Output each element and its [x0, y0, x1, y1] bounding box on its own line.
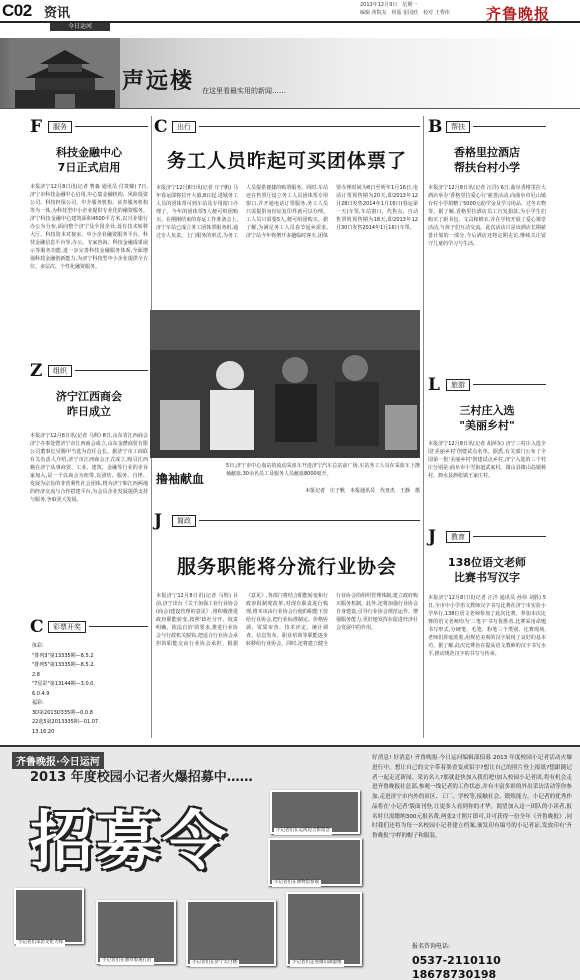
- promo-photo: [186, 900, 276, 966]
- promo-photo: [14, 888, 84, 944]
- lottery-line: 22选5第2013335期—01.07.: [32, 719, 100, 725]
- tag-organize: [30, 360, 148, 381]
- photo-scene: [150, 310, 420, 458]
- tag-label: 教育: [446, 531, 470, 543]
- education-body: 本报济宁12月8日讯(记者 汪洋 通讯员 孙伟 刘胜) 5日,全市中小学语文教师汉字书写比赛在济宁市实验小学举行,138位语文老师参加了此次比赛。参加本次比赛的语文老师均为'三笔字'书写优胜者,比赛采用命题书写形式,分硬笔、毛笔、粉笔三个类别。比赛现场,老师们挥毫泼墨,用规范美观的汉字展现了良好的基本功。据了解,此次比赛旨在提高语文教师的汉字书写水平,推动规范汉字的书写与传承。: [428, 595, 546, 657]
- lottery-line: "排列3"第13335期—8.5.2: [32, 652, 94, 659]
- banner-subtitle: 在这里看最实用的新闻……: [202, 87, 286, 95]
- promo-photo-caption: 小记者们采访文化大师: [18, 940, 63, 945]
- tag-letter: C: [30, 616, 44, 637]
- tag-label: 帮扶: [446, 121, 470, 133]
- tag-letter: C: [154, 116, 168, 137]
- tag-tourism: [428, 374, 546, 395]
- tag-service: [30, 116, 148, 137]
- promo-photo-caption: 小记者们在博物馆参观: [274, 880, 319, 885]
- tag-label: 服务: [48, 121, 72, 133]
- photo-title: 撸袖献血: [156, 472, 205, 486]
- tag-letter: J: [154, 510, 163, 531]
- tag-travel: [154, 116, 420, 137]
- tag-assist: [428, 116, 546, 137]
- lottery-line: 13.16.20: [32, 728, 55, 735]
- tower-icon: [10, 38, 120, 108]
- tag-label: 简政: [172, 515, 196, 527]
- govaffairs-headline: 服务职能将分流行业协会: [176, 556, 397, 578]
- promo-photo-caption: 小记者们在济宁太白楼: [192, 960, 237, 965]
- tag-govaffairs: [154, 510, 420, 531]
- paper-logo: 齐鲁晚报: [486, 5, 551, 23]
- tag-education: [428, 526, 546, 547]
- tag-letter: L: [428, 374, 440, 395]
- service-headline: 科技金融中心 7日正式启用: [56, 146, 122, 174]
- travel-body: 本报济宁12月8日讯(记者 庄子帆) 马年春运即将拉开大幕,8日起,进城务工人员的团体票可到车站及专用窗口办理了。今年的团体票5人便可组团购买。在刚刚结束的春运工作准备会上,济宁车站已成立务工团体票服务组,通过专人负责、上门服务的形式,为务工人员提供便捷的购票服务。同时,车站还在售票厅设立务工人员团体票专用窗口,并开通电话订票服务,务工人员只需提供身份证复印件就可以办理。工人员只需要5人,便可组团购买。据了解,为满足务工人员春节返乡需求,济宁站今年将增开多趟临时客车,团体票办理时间为8日至明年1月16日,电话订票预售期为20天,即2013年12月28日发售2014年1月16日(春运第一天)车票,车站窗口、代售点、自动售票机预售期为18天,即2013年12月30日发售2014年1月16日车票。: [156, 185, 418, 239]
- promo-contact-phones: 0537-2110110 18678730198: [412, 954, 512, 980]
- blood-donation-photo: [150, 310, 420, 458]
- lottery-line: 6.0.4.9: [32, 690, 50, 697]
- lottery-line: 3D第2013D335期—0.0.8: [32, 709, 93, 716]
- lottery-line: 2.8: [32, 671, 40, 678]
- lottery-line: 体彩:: [32, 643, 44, 649]
- date-line: 2013年12月9日 星期一: [360, 2, 418, 8]
- lottery-line: 福彩:: [32, 700, 44, 706]
- education-headline: 138位语文老师 比赛书写汉字: [448, 556, 526, 584]
- tag-letter: B: [428, 116, 443, 137]
- promo-big-text: 招募令: [30, 805, 228, 879]
- govaffairs-body: 本报济宁12月8日讯(记者 马辉) 目前,济宁出台《关于加强工业行业协会(商会)建设管理的意见》,将积极推进政府职能转变,按照'政社分开、权责明确、依法自治'的要求,推进行业协会与行政机关脱钩,把适合行业协会承担的职能交由行业协会承担。根据《意见》,各部门将结合职能转变和行政审批制度改革,对现有职责进行梳理,将本该由行业协会行使的职能下放给行业协会,把行业标准制定、价格协调、资质审查、技术评定、统计调查、信息发布、职业培训等职能逐步转移给行业协会。同时,还将建立健全行业协会的组织管理体制,建立政府购买服务机制。此外,还将加强行业协会自身建设,引导行业协会规范运作、增强服务能力,更好地发挥在促进经济社会发展中的作用。: [156, 593, 418, 647]
- photo-caption: 5日,济宁市中心血站的流动采血车开进济宁汽车总站前广场,车站务工人员在采血车上撸袖献血,30余名员工及服务人员献血8000毫升。: [226, 463, 420, 477]
- promo-brand: 齐鲁晚报·今日运河: [12, 752, 104, 769]
- tag-label: 彩票开奖: [48, 621, 86, 633]
- banner-rule: [0, 108, 580, 109]
- service-body: 本报济宁12月8日讯(记者 曹森 通讯员 付贵臻) 7日,济宁市科技金融中心启用,中心集金融机构、风险投资公司、科技担保公司、中介服务机构、证券服务机构等为一体,为科技型中小企业提供专业化的融资服务。济宁科技金融中心建筑面积4500平方米,以兴业银行办公为分布,面向整个济宁及全国企业,设有技术转移大厅、科技资本对接室、中小企业融资服务平台、科技金融信息平台等,办公、专家咨询、科技金融成果展示等服务功能,进一步完善科技金融服务体系,全面增强科技金融创新能力,为济宁科技型中小企业提供全方位、多层次、个性化融资服务。: [30, 184, 148, 270]
- promo-photo-caption: 小记者们在曲阜参观孔府: [102, 958, 152, 963]
- travel-headline: 务工人员昨起可买团体票了: [166, 150, 407, 172]
- promo-photo-caption: 小记者们走进微山湖湿地: [292, 960, 342, 965]
- editors-line: 编辑 黄院友 组版 崔园欣 校对 王秀伟: [360, 10, 450, 16]
- tag-label: 旅游: [446, 379, 470, 391]
- promo-photo: [286, 892, 362, 966]
- tag-lottery: [30, 616, 148, 637]
- promo-contact-label: 报名咨询电话:: [412, 943, 451, 950]
- subsection-name: 今日运河: [50, 22, 110, 31]
- promo-headline: 2013 年度校园小记者火爆招募中……: [30, 770, 253, 785]
- assist-headline: 香格里拉酒店 帮扶台村小学: [454, 146, 520, 174]
- tag-letter: J: [428, 526, 437, 547]
- tourism-headline: 三村庄入选 "美丽乡村": [459, 404, 515, 432]
- photo-credit: 本报记者 庄子帆 本报通讯员 代亚杰 王静 摄: [304, 488, 420, 494]
- assist-body: 本报济宁12月8日讯(记者 汪洋) 6日,曲阜香格里拉大酒店举办'香格里拉爱心行'慈善活动,向曲阜市尼山镇台村小学捐赠了5000元助学金及学习用品、过冬衣物等。据了解,香格里拉酒店员工自发捐款,为小学生们购买了新书包、文具和棉衣,并在学校开展了爱心课堂活动,与孩子们互动交流。此次活动只是该酒店长期慈善计划的一部分,今后酒店还将定期走访,继续关注留守儿童的学习与生活。: [428, 185, 546, 247]
- page-number: C02: [2, 1, 32, 20]
- tag-letter: Z: [30, 360, 43, 381]
- lottery-results: [32, 642, 148, 737]
- promo-photo: [268, 838, 362, 886]
- tag-label: 出行: [172, 121, 196, 133]
- promo-intro: 好消息! 好消息! 齐鲁晚报·今日运河编辑部招募 2013 年度校园小记者活动火爆进行中。想让自己的文字带着墨香变成铅字?想让自己的照片登上报纸?想跟随记者一起走近新闻、采访名人?那就赶快加入我们吧!加入校园小记者团,将有机会走进齐鲁晚报社总部,参观一线记者的工作状态,并有丰富多彩的外出采访活动等你参加,走进济宁市内外的景区、工厂、学校等,接触社会、锻炼能力。小记者的优秀作品将在'小记者'版面刊登,让更多人看到你的才华。渴望加入这一团队的小读者,报名时只需缴纳300元报名费,两张2寸照片即可,并可获得一份全年《齐鲁晚报》,同时我们还将为每一名校园小记者建立档案,颁发印有编号的小记者证,发放印有'齐鲁晚报'字样的帽子和服装。: [372, 755, 572, 840]
- organize-body: 本报济宁12月8日讯(记者 马辉) 8日,山东省江西商会济宁办事处暨济宁市江西商会成立,山东金瓒商贸有限公司董事长吴腾甲当选为首任会长。据济宁市工商联有关负责人介绍,济宁市江西商会正式成立,吸引江西籍在济宁从事商贸、工业、建筑、金融等行业的企业家加入,是一个以商会为纽带,以团结、服务、自律、发展为宗旨的非营利性社会团体,将为济宁和江西两地的经济交流与合作搭建平台,为会员企业发展提供支持与服务,争取更大发展。: [30, 433, 148, 503]
- lottery-line: "7星彩"第13144期—3.0.0.: [32, 681, 95, 687]
- lottery-line: "排列5"第13335期—8.5.2.: [32, 662, 95, 668]
- tag-letter: F: [30, 116, 43, 137]
- promo-photo: [96, 900, 176, 964]
- organize-headline: 济宁江西商会 昨日成立: [56, 390, 122, 418]
- tag-label: 组织: [48, 365, 72, 377]
- banner-title: 声远楼: [122, 69, 195, 94]
- section-name: 资讯: [44, 6, 71, 21]
- promo-photo-caption: 小记者们在运河边合影留念: [276, 828, 330, 833]
- tourism-body: 本报济宁12月8日讯(记者 胡萍东) 济宁三村庄入选全国'美丽乡村'创建试点名单。据悉,有关部门公布了全国第一批'美丽乡村'创建试点乡村,济宁入选的三个村庄分别是:曲阜市小雪街道武家村、微山县微山岛镇杨村、泗水县泗张镇王家庄村。: [428, 441, 546, 479]
